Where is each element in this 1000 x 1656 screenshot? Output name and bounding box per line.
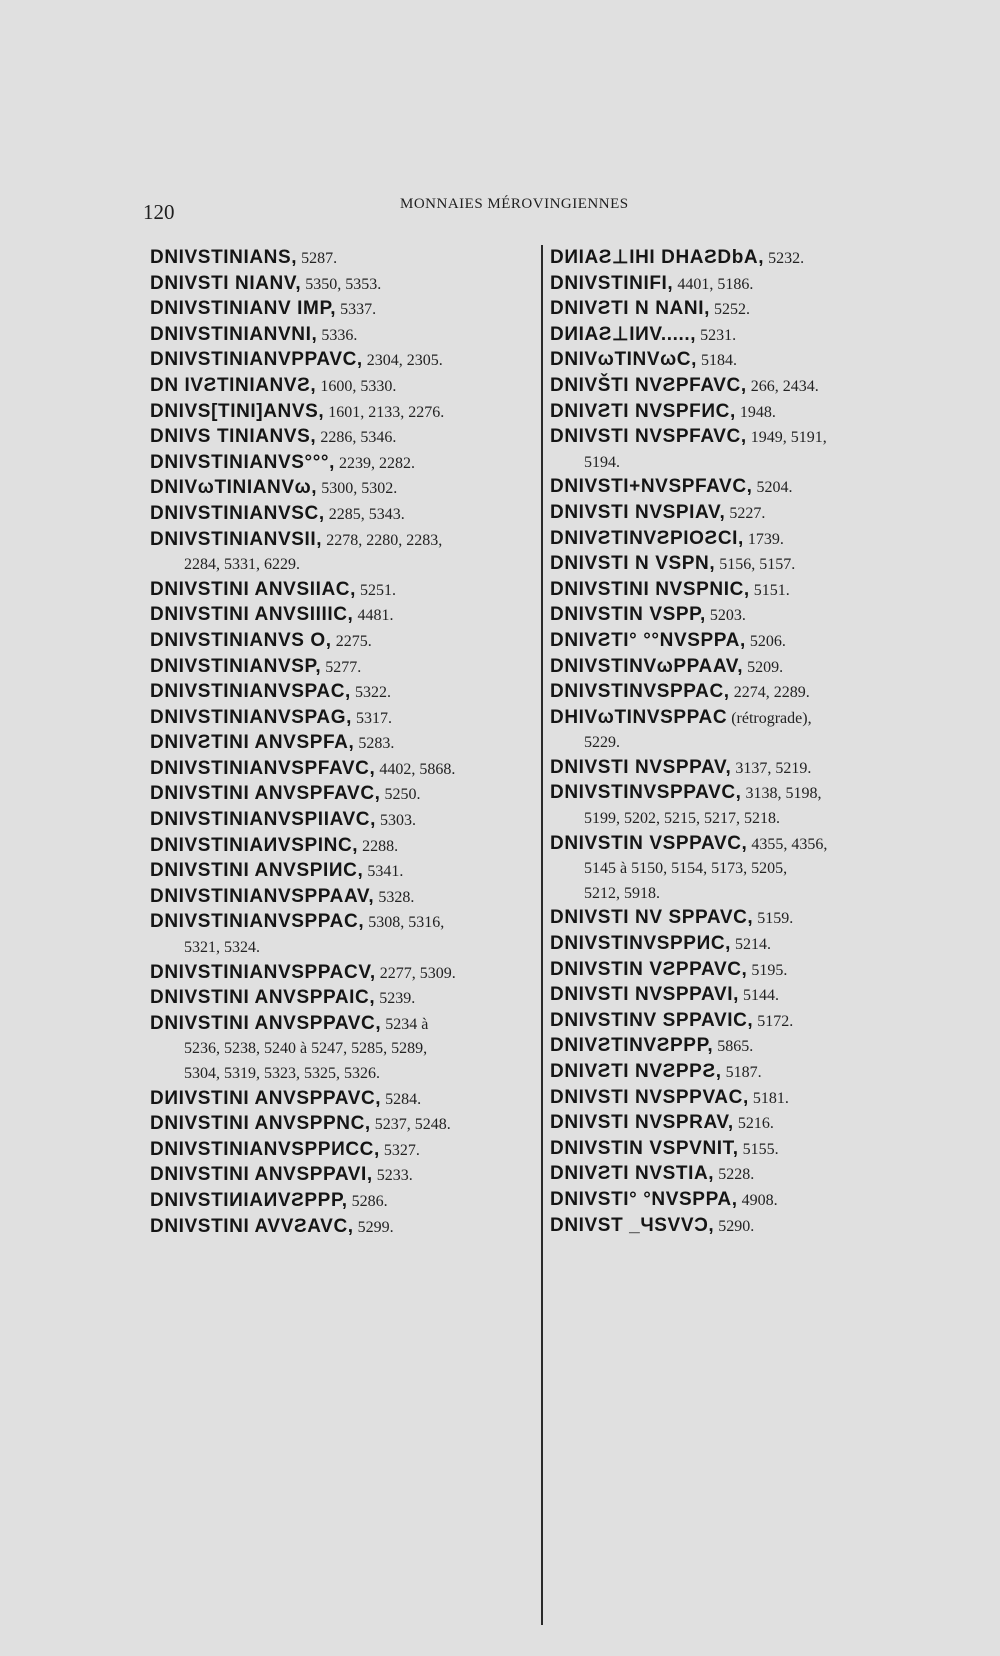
coin-legend: DNIVSTI NVSPFAVC, <box>550 426 747 448</box>
catalogue-references-continued: 5321, 5324. <box>184 939 260 957</box>
index-entry <box>150 731 535 757</box>
coin-legend: DNIVSTINVSPPAC, <box>550 681 730 703</box>
catalogue-references: 5337. <box>336 301 377 319</box>
index-entry <box>550 756 930 782</box>
coin-legend: DNIVSTINIANVSPPAC, <box>150 911 365 933</box>
coin-legend: DNIVS[TINI]ANVS, <box>150 400 325 422</box>
catalogue-references: 5181. <box>748 1089 789 1107</box>
index-entry <box>150 834 535 860</box>
catalogue-references-continued: 5229. <box>584 734 620 752</box>
catalogue-references: 5286. <box>347 1192 388 1210</box>
catalogue-references: 5283. <box>354 735 395 753</box>
coin-legend: DNIVSTINIANVSII, <box>150 528 323 550</box>
coin-legend: DNIVƧTINI ANVSPFA, <box>150 732 355 754</box>
catalogue-references: 5216. <box>733 1115 774 1133</box>
catalogue-references: 3137, 5219. <box>731 759 812 777</box>
coin-legend: DNIVƧTINVƧPIOƧCI, <box>550 527 744 549</box>
catalogue-references: 5328. <box>374 888 415 906</box>
index-entry <box>150 1112 535 1138</box>
coin-legend: DNIVƧTI NVSTIA, <box>550 1163 715 1185</box>
index-entry <box>550 1009 930 1035</box>
coin-legend: DNIVŠTI NVƧPFAVC, <box>550 374 747 396</box>
catalogue-references: 5251. <box>356 581 396 599</box>
coin-legend: DNIVSTI NV SPPAVC, <box>550 907 754 929</box>
coin-legend: DNIVSTINI ANVSPIИC, <box>150 860 364 882</box>
index-entry <box>150 986 535 1012</box>
coin-legend: DNIVSTIN VƧPPAVC, <box>550 958 748 980</box>
index-entry <box>550 578 930 604</box>
catalogue-references: 5232. <box>764 250 805 267</box>
coin-legend: DNIVSTINI AVVƧAVC, <box>150 1215 354 1237</box>
index-entry <box>550 475 930 501</box>
coin-legend: DNIVSTINIANVSPPAAV, <box>150 885 375 907</box>
column-divider <box>541 245 543 1625</box>
coin-legend: DNIVSTINVSPPAVC, <box>550 782 742 804</box>
index-entry <box>550 932 930 958</box>
coin-legend: DNIVωTINVωC, <box>550 349 697 371</box>
catalogue-references: 5341. <box>363 863 404 881</box>
index-entry <box>150 757 535 783</box>
catalogue-references: 5231. <box>696 326 737 344</box>
coin-legend: DNIVƧTI NVSPFИC, <box>550 400 736 422</box>
catalogue-references: 5252. <box>709 301 750 319</box>
index-entry <box>150 859 535 885</box>
index-entry <box>550 1162 930 1188</box>
coin-legend: DNIVωTINIANVω, <box>150 477 318 499</box>
catalogue-references-continued: 5212, 5918. <box>584 884 660 902</box>
coin-legend: DNIVSTINIANVSPPACV, <box>150 961 376 983</box>
catalogue-references: 3138, 5198, <box>741 785 822 803</box>
coin-legend: DNIVSTINI ANVSIIIIC, <box>150 604 354 626</box>
catalogue-references: 1949, 5191, <box>746 429 827 447</box>
index-entry <box>550 272 930 298</box>
catalogue-references: 5277. <box>321 658 362 676</box>
catalogue-references: 5317. <box>351 709 392 727</box>
index-entry <box>150 1012 535 1038</box>
catalogue-references: 5209. <box>743 658 784 676</box>
catalogue-references: 2277, 5309. <box>375 964 456 982</box>
index-entry <box>150 1138 535 1164</box>
coin-legend: DNIVƧTINVƧPPP, <box>550 1035 714 1057</box>
catalogue-references-continued: 5236, 5238, 5240 à 5247, 5285, 5289, <box>184 1040 428 1058</box>
catalogue-references: 1739. <box>743 530 784 548</box>
index-entry <box>550 983 930 1009</box>
catalogue-references: 5172. <box>753 1012 794 1030</box>
catalogue-references: 5350, 5353. <box>301 275 382 293</box>
index-entry <box>150 1163 535 1189</box>
index-entry <box>550 655 930 681</box>
index-entry <box>150 374 535 400</box>
catalogue-references: 4481. <box>353 607 394 625</box>
catalogue-references: 5308, 5316, <box>364 914 445 932</box>
coin-legend: DNIVSTI N VSPN, <box>550 553 716 575</box>
coin-legend: DNIVSTINIANVSC, <box>150 502 325 524</box>
index-entry <box>550 501 930 527</box>
catalogue-references: 2278, 2280, 2283, <box>322 531 443 549</box>
index-entry <box>550 323 930 349</box>
index-entry <box>150 476 535 502</box>
coin-legend: DN IVƧTINIANVƧ, <box>150 374 317 396</box>
coin-legend: DNIVS TINIANVS, <box>150 426 317 448</box>
index-entry <box>550 1086 930 1112</box>
coin-legend: DNIVSTINIANVSPAG, <box>150 706 352 728</box>
index-entry <box>550 832 930 858</box>
index-entry <box>150 400 535 426</box>
index-entry <box>550 425 930 451</box>
catalogue-references: 5156, 5157. <box>715 556 796 574</box>
coin-legend: DNIVSTINIAИVSPINC, <box>150 834 359 856</box>
catalogue-references: 4355, 4356, <box>747 835 828 853</box>
catalogue-references: 5214. <box>731 936 772 954</box>
coin-legend: DNIVSTINIANVS O, <box>150 629 332 651</box>
index-entry <box>150 706 535 732</box>
coin-legend: DNIVSTI NIANV, <box>150 272 302 294</box>
index-entry <box>150 502 535 528</box>
coin-legend: DNIVSTIN VSPP, <box>550 604 706 626</box>
catalogue-references: 5144. <box>738 987 779 1005</box>
index-entry <box>550 1060 930 1086</box>
coin-legend: DNIVSTINIANVSPFAVC, <box>150 757 376 779</box>
index-entry <box>150 272 535 298</box>
index-entry <box>150 603 535 629</box>
index-entry <box>550 706 930 732</box>
index-entry <box>150 528 535 554</box>
catalogue-references: 5287. <box>297 250 338 267</box>
catalogue-references: 266, 2434. <box>746 377 819 395</box>
coin-legend: DИIAƧ⊥IИV....., <box>550 323 697 345</box>
coin-legend: DNIVƧTI° °°NVSPPA, <box>550 629 746 651</box>
index-entry <box>550 552 930 578</box>
coin-legend: DNIVSTI NVSPIAV, <box>550 501 726 523</box>
index-entry <box>150 808 535 834</box>
coin-legend: DNIVSTINI ANVSPPAVI, <box>150 1164 373 1186</box>
catalogue-references: 5233. <box>372 1167 413 1185</box>
catalogue-references: 2239, 2282. <box>335 454 416 472</box>
catalogue-references: 2304, 2305. <box>362 352 443 370</box>
index-entry <box>550 958 930 984</box>
index-entry <box>150 910 535 936</box>
coin-legend: DNIVSTINIANVSPPИCC, <box>150 1138 380 1160</box>
coin-legend: DNIVSTINIANVSPAC, <box>150 681 351 703</box>
index-entry <box>550 906 930 932</box>
index-entry <box>550 603 930 629</box>
index-entry <box>150 451 535 477</box>
index-entry <box>550 1034 930 1060</box>
catalogue-references: 1601, 2133, 2276. <box>324 403 445 421</box>
index-entry <box>550 1188 930 1214</box>
coin-legend: DNIVST _ЧSVVƆ, <box>550 1214 715 1236</box>
index-entry <box>150 323 535 349</box>
catalogue-references: 5184. <box>696 352 737 370</box>
index-entry <box>150 1215 535 1241</box>
catalogue-references: 5228. <box>714 1166 755 1184</box>
catalogue-references: 5303. <box>375 812 416 830</box>
catalogue-references-continued: 5199, 5202, 5215, 5217, 5218. <box>584 810 780 828</box>
index-entry <box>550 348 930 374</box>
catalogue-references: 5290. <box>714 1217 755 1235</box>
catalogue-references: 2288. <box>358 837 399 855</box>
catalogue-references-continued: 5194. <box>584 453 620 471</box>
page-number: 120 <box>143 200 175 224</box>
catalogue-references: 5227. <box>725 504 766 522</box>
coin-legend: DNIVSTIN VSPPAVC, <box>550 832 748 854</box>
index-entry <box>550 781 930 807</box>
catalogue-references: 2275. <box>331 632 372 650</box>
catalogue-references: 5159. <box>753 910 794 928</box>
catalogue-references: 5195. <box>747 961 788 979</box>
index-entry <box>550 1111 930 1137</box>
catalogue-references: 5336. <box>317 326 358 344</box>
coin-legend: DИIVSTINI ANVSPPAVC, <box>150 1087 382 1109</box>
coin-legend: DNIVSTINIANV IMP, <box>150 298 337 320</box>
right-column <box>550 246 930 1239</box>
coin-legend: DNIVSTINI ANVSPPAVC, <box>150 1012 382 1034</box>
catalogue-references: 1948. <box>735 403 776 421</box>
coin-legend: DNIVSTINIANS, <box>150 247 298 268</box>
running-title: MONNAIES MÉROVINGIENNES <box>400 196 629 212</box>
coin-legend: DNIVƧTI NVƧPPƧ, <box>550 1061 722 1082</box>
catalogue-references: 2274, 2289. <box>729 684 810 702</box>
coin-legend: DNIVSTI+NVSPFAVC, <box>550 476 753 498</box>
catalogue-references: 5234 à <box>381 1015 429 1033</box>
catalogue-references: 5204. <box>752 479 793 497</box>
index-entry <box>150 680 535 706</box>
coin-legend: DNIVSTI° °NVSPPA, <box>550 1188 738 1210</box>
catalogue-references: 2286, 5346. <box>316 429 397 447</box>
coin-legend: DNIVSTIN VSPVNIT, <box>550 1137 739 1159</box>
catalogue-references: 5300, 5302. <box>317 480 398 498</box>
index-entry <box>550 246 930 272</box>
catalogue-references: 5206. <box>745 632 786 650</box>
coin-legend: DNIVSTIИIAИVƧPPP, <box>150 1189 348 1211</box>
index-entry <box>150 629 535 655</box>
catalogue-references: 5203. <box>705 607 746 625</box>
coin-legend: DNIVSTINI ANVSPPNC, <box>150 1113 371 1135</box>
index-entry <box>150 578 535 604</box>
catalogue-references-continued: 5145 à 5150, 5154, 5173, 5205, <box>584 860 788 878</box>
catalogue-references: 1600, 5330. <box>316 377 397 395</box>
catalogue-references: 4402, 5868. <box>375 760 456 778</box>
index-entry <box>550 400 930 426</box>
index-entry <box>150 1087 535 1113</box>
coin-legend: DNIVSTINIANVSPIIAVC, <box>150 809 376 831</box>
catalogue-references: 5237, 5248. <box>370 1116 451 1134</box>
coin-legend: DNIVSTINIANVS°°°, <box>150 451 336 473</box>
index-entry <box>150 655 535 681</box>
coin-legend: DNIVSTINIANVPPAVC, <box>150 349 363 371</box>
index-entry <box>150 297 535 323</box>
catalogue-references: 5239. <box>375 990 416 1008</box>
coin-legend: DHIVωTINVSPPAC <box>550 706 728 728</box>
catalogue-references: 5250. <box>380 786 421 804</box>
left-column <box>150 246 535 1240</box>
catalogue-references: 4401, 5186. <box>673 275 754 293</box>
catalogue-references: 4908. <box>737 1191 778 1209</box>
coin-legend: DNIVSTI NVSPPAV, <box>550 756 732 778</box>
index-entry <box>550 629 930 655</box>
catalogue-references: 5299. <box>353 1218 394 1236</box>
index-entry <box>150 246 535 272</box>
catalogue-references: 5865. <box>713 1038 754 1056</box>
coin-legend: DNIVSTINI ANVSIIAC, <box>150 578 356 600</box>
catalogue-references: 5155. <box>738 1140 779 1158</box>
index-entry <box>550 527 930 553</box>
coin-legend: DИIAƧ⊥IHI DHAƧDbA, <box>550 247 765 268</box>
index-entry <box>550 680 930 706</box>
coin-legend: DNIVSTI NVSPRAV, <box>550 1112 734 1134</box>
catalogue-references: 2285, 5343. <box>324 505 405 523</box>
coin-legend: DNIVSTINI NVSPNIC, <box>550 578 750 600</box>
coin-legend: DNIVSTINVωPPAAV, <box>550 655 744 677</box>
index-entry <box>550 297 930 323</box>
index-entry <box>150 348 535 374</box>
catalogue-references: 5284. <box>381 1090 422 1108</box>
catalogue-references-continued: 2284, 5331, 6229. <box>184 556 300 574</box>
coin-legend: DNIVSTINIANVNI, <box>150 323 318 345</box>
coin-legend: DNIVSTINI ANVSPPAIC, <box>150 987 376 1009</box>
coin-legend: DNIVSTI NVSPPVAC, <box>550 1086 749 1108</box>
coin-legend: DNIVSTI NVSPPAVI, <box>550 984 739 1006</box>
coin-legend: DNIVSTINIANVSP, <box>150 655 322 677</box>
coin-legend: DNIVSTINV SPPAVIC, <box>550 1009 754 1031</box>
coin-legend: DNIVƧTI N NANI, <box>550 298 710 320</box>
index-entry <box>150 782 535 808</box>
catalogue-references: 5322. <box>350 684 391 702</box>
catalogue-references: 5151. <box>749 581 790 599</box>
coin-legend: DNIVSTINIFI, <box>550 272 674 294</box>
index-entry <box>150 961 535 987</box>
index-entry <box>150 885 535 911</box>
catalogue-references: 5327. <box>379 1141 420 1159</box>
catalogue-references: 5187. <box>721 1064 762 1081</box>
catalogue-references-continued: 5304, 5319, 5323, 5325, 5326. <box>184 1065 380 1082</box>
index-entry <box>550 1137 930 1163</box>
catalogue-references: (rétrograde), <box>727 709 812 727</box>
index-entry <box>550 374 930 400</box>
index-entry <box>550 1214 930 1240</box>
index-entry <box>150 425 535 451</box>
coin-legend: DNIVSTINI ANVSPFAVC, <box>150 783 381 805</box>
index-entry <box>150 1189 535 1215</box>
coin-legend: DNIVSTINVSPPИC, <box>550 933 732 955</box>
